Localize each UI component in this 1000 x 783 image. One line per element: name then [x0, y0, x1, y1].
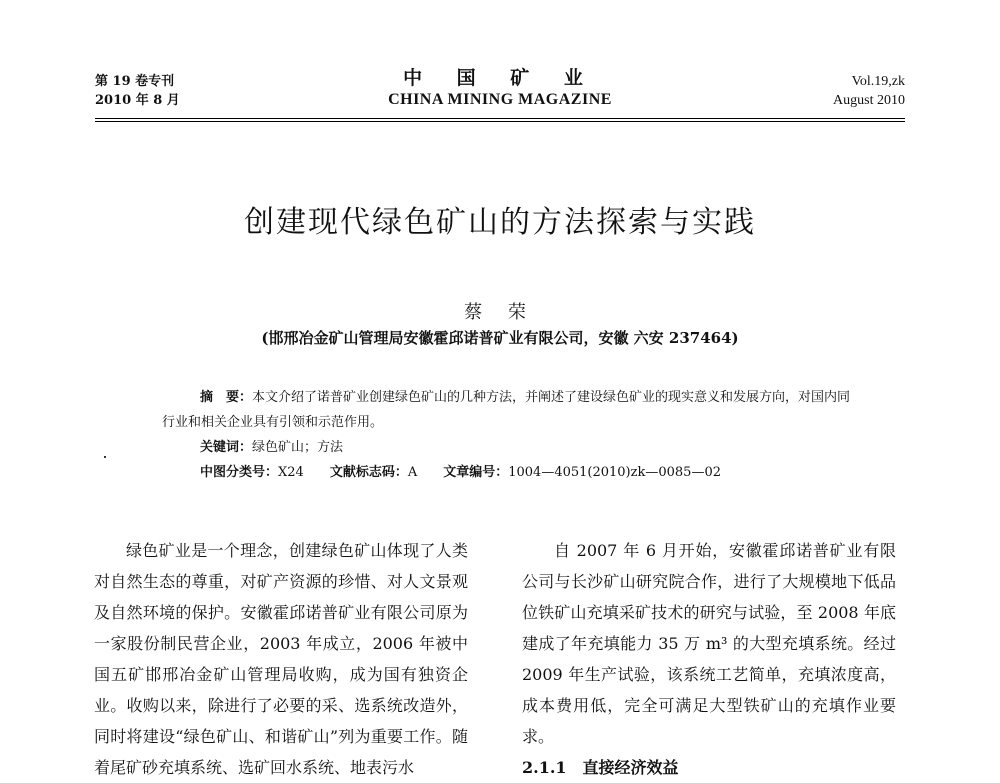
volume-info-en	[833, 72, 905, 110]
issue-date-en: August 2010	[833, 93, 905, 108]
article-no-value: 1004—4051(2010)zk—0085—02	[508, 465, 721, 480]
doc-code-value: A	[407, 465, 418, 480]
journal-name	[95, 66, 905, 110]
journal-header	[95, 62, 905, 122]
volume-issue: 第 19 卷专刊	[95, 74, 175, 89]
section-number: 2.1.1	[522, 758, 567, 777]
body-paragraph: 自 2007 年 6 月开始，安徽霍邱诺普矿业有限公司与长沙矿山研究院合作，进行了大规模地下低品位铁矿山充填采矿技术的研究与试验，至 2008 年底建成了年充填能力 35 万 m³ 的大型充填系统。经过 2009 年生产试验，该系统工艺简单，充填浓度高，成本费用低，完全可满足大型铁矿山的充填作业要求。	[522, 541, 896, 746]
journal-name-cn: 中 国 矿 业	[403, 67, 597, 89]
author-name: 蔡 荣	[464, 302, 536, 323]
keywords-label: 关键词：	[200, 440, 253, 455]
stray-mark	[104, 456, 106, 458]
classification-line	[200, 460, 862, 485]
doc-code-label: 文献标志码：	[329, 465, 408, 480]
keywords-text: 绿色矿山；方法	[252, 440, 344, 455]
article-no-label: 文章编号：	[443, 465, 509, 480]
abstract-label: 摘 要：	[200, 390, 253, 405]
paper-title: 创建现代绿色矿山的方法探索与实践	[244, 205, 756, 240]
keywords	[200, 435, 862, 460]
section-heading	[522, 752, 896, 783]
section-title: 直接经济效益	[582, 758, 679, 777]
abstract-block	[162, 385, 862, 485]
abstract-text: 本文介绍了诺普矿业创建绿色矿山的几种方法，并阐述了建设绿色矿业的现实意义和发展方向，对国内同行业和相关企业具有引领和示范作用。	[162, 390, 851, 430]
author-affiliation: (邯邢冶金矿山管理局安徽霍邱诺普矿业有限公司，安徽 六安 237464)	[261, 329, 739, 347]
journal-name-en: CHINA MINING MAGAZINE	[388, 91, 612, 108]
body-paragraph: 绿色矿业是一个理念，创建绿色矿山体现了人类对自然生态的尊重，对矿产资源的珍惜、对人文景观及自然环境的保护。安徽霍邱诺普矿业有限公司原为一家股份制民营企业，2003 年成立，2006 年被中国五矿邯邢冶金矿山管理局收购，成为国有独资企业。收购以来，除进行了必要的采、选系统改造外，同时将建设“绿色矿山、和谐矿山”列为重要工作。随着尾矿砂充填系统、选矿回水系统、地表污水	[94, 541, 468, 777]
clc-label: 中图分类号：	[200, 465, 279, 480]
header-rule-top	[95, 118, 905, 119]
header-rule-bottom	[95, 121, 905, 122]
body-column-left	[94, 535, 468, 783]
abstract	[162, 385, 862, 435]
body-column-right	[522, 535, 896, 783]
volume-en: Vol.19,zk	[851, 74, 905, 89]
issue-date-cn: 2010 年 8 月	[95, 93, 180, 108]
clc-value: X24	[278, 465, 304, 480]
